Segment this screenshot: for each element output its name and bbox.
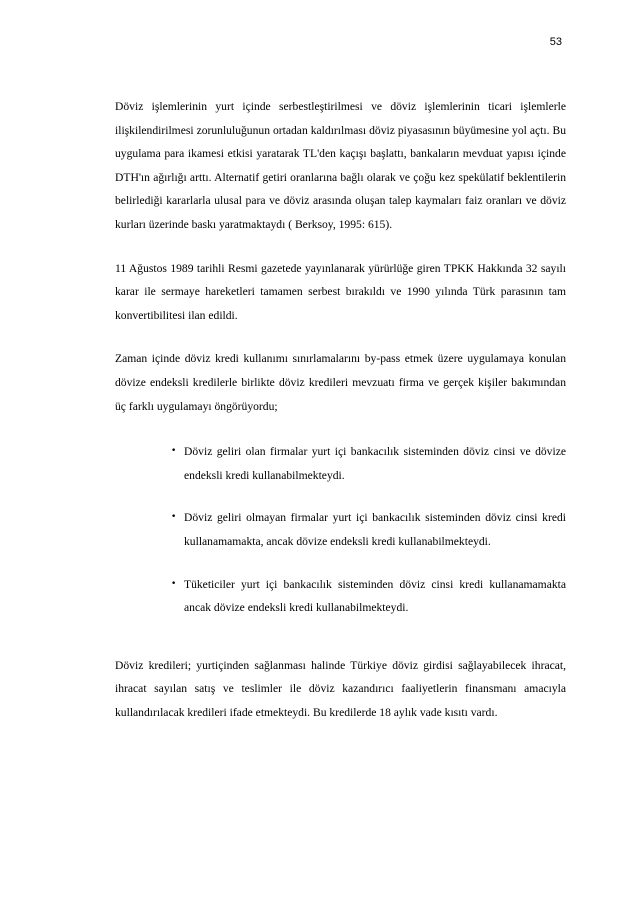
- list-item-text: Döviz geliri olan firmalar yurt içi bankacılık sisteminden döviz cinsi ve dövize endeksli kredi kullanabilmekteydi.: [184, 445, 566, 482]
- list-item: [115, 440, 566, 487]
- paragraph-foreign-currency-credits: Döviz kredileri; yurtiçinden sağlanması halinde Türkiye döviz girdisi sağlayabilecek ihracat, ihracat sayılan satış ve teslimler ile döviz kazandırıcı faaliyetlerin finansmanı amacıyla kullandırılacak kredileri ifade etmekteydi. Bu kredilerde 18 aylık vade kısıtı vardı.: [115, 658, 566, 719]
- page-number: 53: [549, 36, 562, 48]
- list-item-text: Döviz geliri olmayan firmalar yurt içi bankacılık sisteminden döviz cinsi kredi kullanamamakta, ancak dövize endeksli kredi kullanabilmekteydi.: [184, 511, 566, 548]
- list-item: [115, 573, 566, 620]
- credit-practices-list: [115, 440, 566, 620]
- bullet-icon: •: [171, 512, 177, 523]
- bullet-icon: •: [171, 578, 177, 589]
- paragraph-credit-practices: Zaman içinde döviz kredi kullanımı sınırlamalarını by-pass etmek üzere uygulamaya konulan dövize endeksli kredilerle birlikte döviz kredileri mevzuatı firma ve gerçek kişiler bakımından üç farklı uygulamayı öngörüyordu;: [115, 352, 566, 413]
- document-body: [115, 95, 566, 724]
- list-item: [115, 506, 566, 553]
- paragraph-capital-movements: 11 Ağustos 1989 tarihli Resmi gazetede yayınlanarak yürürlüğe giren TPKK Hakkında 32 sayılı karar ile sermaye hareketleri tamamen serbest bırakıldı ve 1990 yılında Türk parasının tam konvertibilitesi ilan edildi.: [115, 261, 566, 322]
- list-item-text: Tüketiciler yurt içi bankacılık sisteminden döviz cinsi kredi kullanamamakta ancak dövize endeksli kredi kullanabilmekteydi.: [184, 577, 566, 615]
- bullet-icon: •: [171, 446, 177, 457]
- paragraph-currency-liberalization: Döviz işlemlerinin yurt içinde serbestleştirilmesi ve döviz işlemlerinin ticari işlemlerle ilişkilendirilmesi zorunluluğunun ortadan kaldırılması döviz piyasasının büyümesine yol açtı. Bu uygulama para ikamesi etkisi yaratarak TL'den kaçışı başlattı, bankaların mevduat yapısı içinde DTH'ın ağırlığı arttı. Alternatif getiri oranlarına bağlı olarak ve çoğu kez spekülatif beklentilerin belirlediği kararlarla ulusal para ve döviz arasında oluşan talep kaymaları faiz oranları ve döviz kurları üzerinde baskı yaratmaktaydı ( Berksoy, 1995: 615).: [115, 100, 566, 231]
